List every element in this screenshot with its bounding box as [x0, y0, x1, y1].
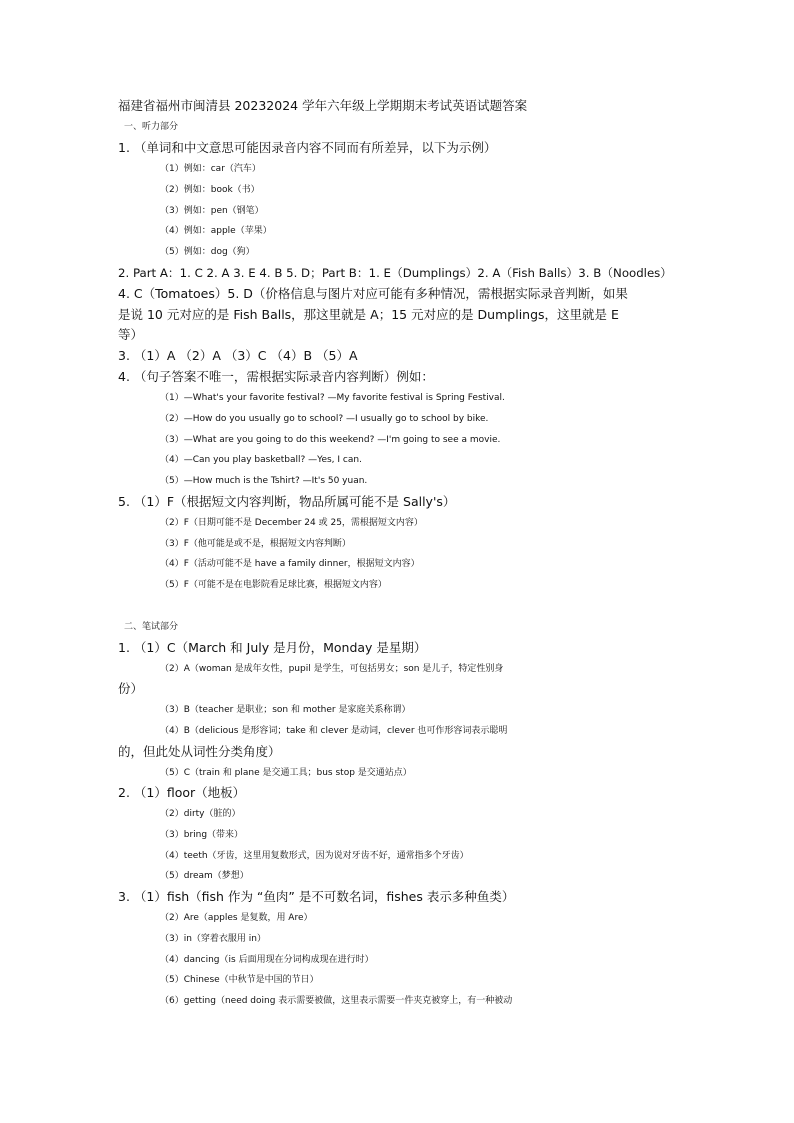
listening-q5-item: （5）F（可能不是在电影院看足球比赛，根据短文内容）: [160, 580, 387, 590]
listening-q4-item: （2）—How do you usually go to school? —I usually go to school by bike.: [160, 414, 489, 424]
listening-q1-item: （2）例如：book（书）: [160, 185, 260, 195]
section-heading-listening: 一、听力部分: [124, 122, 179, 132]
writing-q2-item: （5）dream（梦想）: [160, 871, 249, 881]
writing-q3-item: （3）in（穿着衣服用 in）: [160, 934, 266, 944]
listening-q4-item: （1）—What's your favorite festival? —My favorite festival is Spring Festival.: [160, 393, 505, 403]
listening-q2-line: 等）: [118, 327, 144, 342]
listening-q2-line: 是说 10 元对应的是 Fish Balls，那这里就是 A；15 元对应的是 Dumplings，这里就是 E: [118, 307, 619, 322]
writing-q2-intro: 2. （1）floor（地板）: [118, 785, 246, 800]
listening-q5-item: （4）F（活动可能不是 have a family dinner，根据短文内容）: [160, 559, 420, 569]
listening-q4-item: （4）—Can you play basketball? —Yes, I can.: [160, 455, 362, 465]
writing-q2-item: （3）bring（带来）: [160, 830, 244, 840]
listening-q4-intro: 4. （句子答案不唯一，需根据实际录音内容判断）例如：: [118, 369, 434, 384]
listening-q1-item: （4）例如：apple（苹果）: [160, 226, 272, 236]
listening-q2-line: 2. Part A：1. C 2. A 3. E 4. B 5. D；Part B：1. E（Dumplings）2. A（Fish Balls）3. B（Noodles）: [118, 266, 673, 280]
writing-q3-item: （6）getting（need doing 表示需要被做，这里表示需要一件夹克被穿上，有一种被动: [160, 996, 513, 1006]
writing-q2-item: （2）dirty（脏的）: [160, 809, 241, 819]
writing-q3-item: （2）Are（apples 是复数，用 Are）: [160, 913, 313, 923]
listening-q1-item: （5）例如：dog（狗）: [160, 247, 255, 257]
listening-q1-item: （3）例如：pen（钢笔）: [160, 206, 264, 216]
writing-q1-item-cont: 份）: [118, 681, 144, 696]
writing-q3-item: （5）Chinese（中秋节是中国的节日）: [160, 975, 319, 985]
listening-q4-item: （3）—What are you going to do this weekend? —I'm going to see a movie.: [160, 435, 501, 445]
writing-q1-intro: 1. （1）C（March 和 July 是月份，Monday 是星期）: [118, 640, 427, 655]
section-heading-writing: 二、笔试部分: [124, 622, 179, 632]
listening-q1-item: （1）例如：car（汽车）: [160, 164, 261, 174]
listening-q4-item: （5）—How much is the Tshirt? —It's 50 yuan.: [160, 476, 368, 486]
writing-q3-intro: 3. （1）fish（fish 作为 “鱼肉” 是不可数名词，fishes 表示多种鱼类）: [118, 889, 515, 904]
document-title: 福建省福州市闽清县 20232024 学年六年级上学期期末考试英语试题答案: [118, 98, 528, 113]
writing-q1-item: （2）A（woman 是成年女性，pupil 是学生，可包括男女；son 是儿子，特定性别身: [160, 664, 504, 674]
listening-q5-item: （3）F（他可能是或不是，根据短文内容判断）: [160, 539, 351, 549]
writing-q2-item: （4）teeth（牙齿，这里用复数形式，因为说对牙齿不好，通常指多个牙齿）: [160, 851, 469, 861]
listening-q3-answers: 3. （1）A （2）A （3）C （4）B （5）A: [118, 348, 358, 363]
listening-q2-line: 4. C（Tomatoes）5. D（价格信息与图片对应可能有多种情况，需根据实际录音判断，如果: [118, 286, 628, 301]
writing-q1-item: （4）B（delicious 是形容词；take 和 clever 是动词，clever 也可作形容词表示聪明: [160, 726, 508, 736]
listening-q5-intro: 5. （1）F（根据短文内容判断，物品所属可能不是 Sally's）: [118, 494, 456, 509]
writing-q1-item-cont: 的，但此处从词性分类角度）: [118, 744, 281, 759]
writing-q1-item: （3）B（teacher 是职业；son 和 mother 是家庭关系称谓）: [160, 705, 411, 715]
listening-q5-item: （2）F（日期可能不是 December 24 或 25，需根据短文内容）: [160, 518, 423, 528]
listening-q1-intro: 1. （单词和中文意思可能因录音内容不同而有所差异，以下为示例）: [118, 140, 497, 155]
writing-q1-item: （5）C（train 和 plane 是交通工具；bus stop 是交通站点）: [160, 768, 412, 778]
writing-q3-item: （4）dancing（is 后面用现在分词构成现在进行时）: [160, 955, 374, 965]
